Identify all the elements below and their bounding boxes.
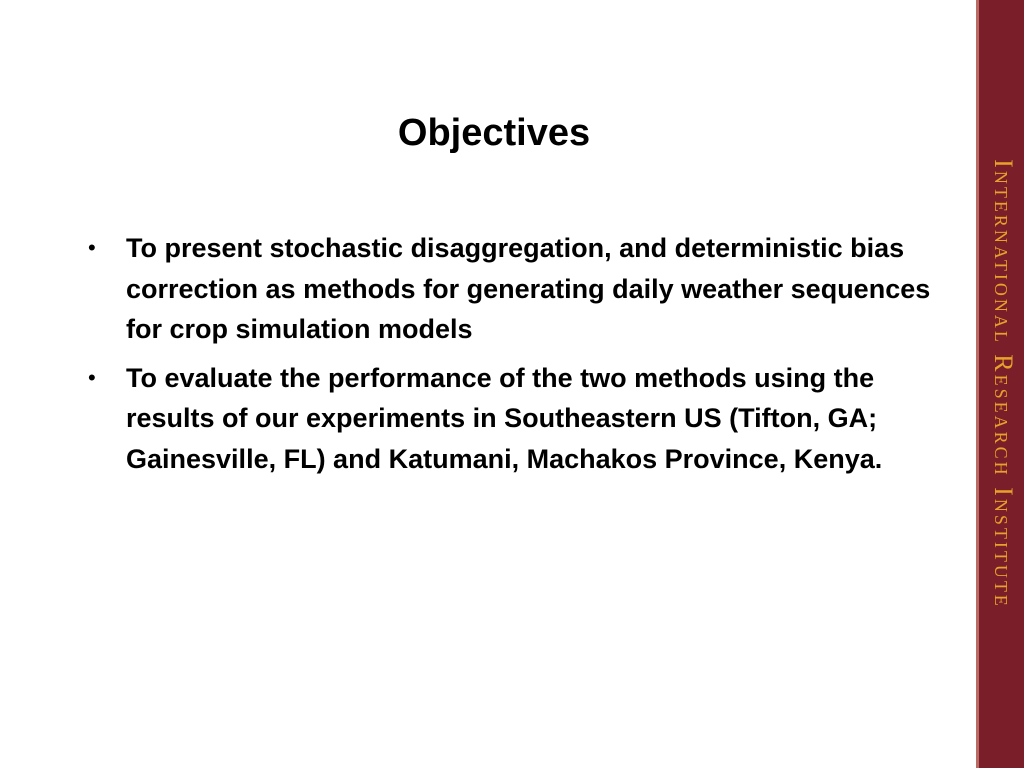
bullet-text: To evaluate the performance of the two methods using the results of our experiments in Southeastern US (Tifton, GA; Gainesville, FL) and Katumani, Machakos Province, Kenya.	[126, 362, 883, 474]
bullet-text: To present stochastic disaggregation, and deterministic bias correction as methods for generating daily weather sequences for crop simulation models	[126, 233, 931, 344]
side-banner-text: International Research Institute	[989, 159, 1018, 609]
slide-title: Objectives	[397, 112, 591, 154]
bullet-item	[88, 358, 948, 480]
bullet-list	[88, 228, 948, 487]
bullet-item	[88, 228, 948, 350]
bullet-marker: •	[88, 364, 96, 390]
bullet-marker: •	[88, 235, 96, 260]
side-banner	[976, 0, 1024, 768]
